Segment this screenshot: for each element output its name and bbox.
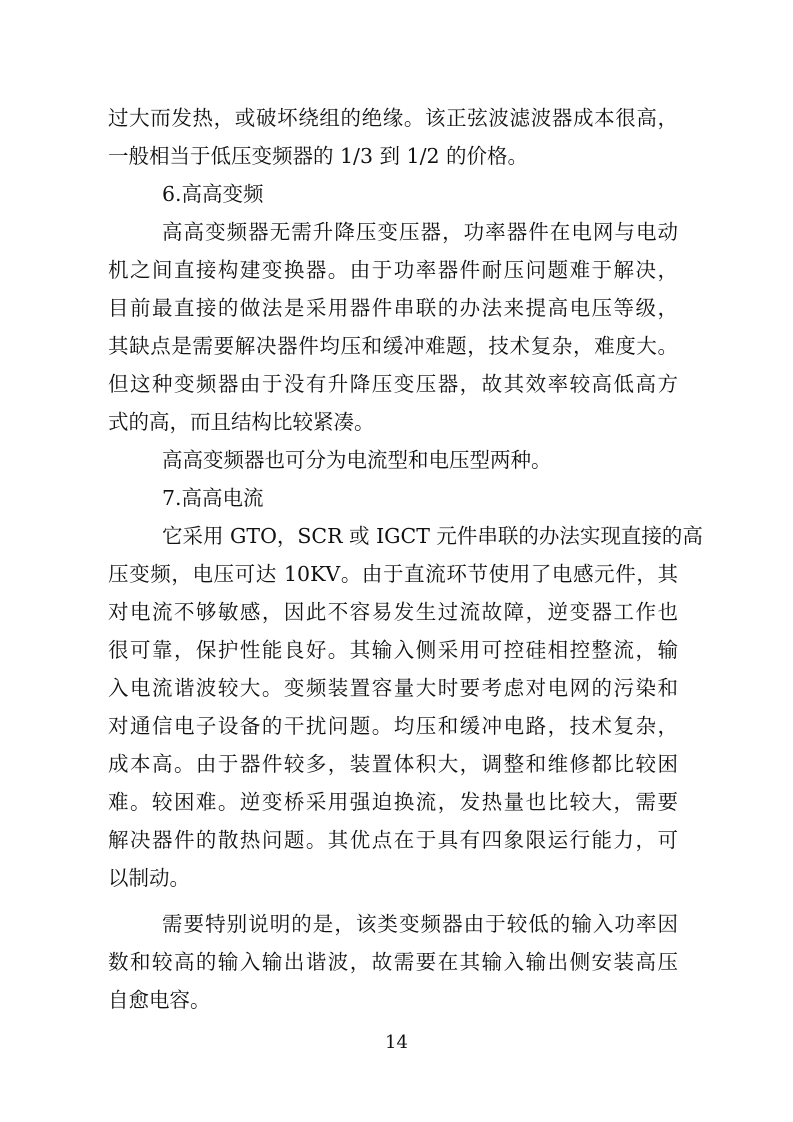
text-line: 高高变频器无需升降压变压器，功率器件在电网与电动 <box>162 220 678 244</box>
text-line: 很可靠，保护性能良好。其输入侧采用可控硅相控整流，输 <box>108 638 678 662</box>
section-heading: 7.高高电流 <box>162 486 264 510</box>
text-line: 一般相当于低压变频器的 1/3 到 1/2 的价格。 <box>108 144 529 168</box>
text-line: 难。较困难。逆变桥采用强迫换流，发热量也比较大，需要 <box>108 790 678 814</box>
text-line: 它采用 GTO，SCR 或 IGCT 元件串联的办法实现直接的高 <box>162 524 703 548</box>
text-line: 机之间直接构建变换器。由于功率器件耐压问题难于解决， <box>108 258 678 282</box>
text-line: 但这种变频器由于没有升降压变压器，故其效率较高低高方 <box>108 372 678 396</box>
text-line: 入电流谐波较大。变频装置容量大时要考虑对电网的污染和 <box>108 676 678 700</box>
text-line: 高高变频器也可分为电流型和电压型两种。 <box>162 448 552 472</box>
text-line: 目前最直接的做法是采用器件串联的办法来提高电压等级， <box>108 296 678 320</box>
text-line: 过大而发热，或破坏绕组的绝缘。该正弦波滤波器成本很高， <box>108 106 678 130</box>
text-line: 式的高，而且结构比较紧凑。 <box>108 410 375 434</box>
text-line: 数和较高的输入输出谐波，故需要在其输入输出侧安装高压 <box>108 950 678 974</box>
text-line: 成本高。由于器件较多，装置体积大，调整和维修都比较困 <box>108 752 678 776</box>
text-line: 解决器件的散热问题。其优点在于具有四象限运行能力，可 <box>108 828 678 852</box>
text-line: 压变频，电压可达 10KV。由于直流环节使用了电感元件，其 <box>108 562 678 586</box>
text-line: 其缺点是需要解决器件均压和缓冲难题，技术复杂，难度大。 <box>108 334 678 358</box>
text-line: 自愈电容。 <box>108 988 211 1012</box>
section-heading: 6.高高变频 <box>162 182 264 206</box>
page-number: 14 <box>385 1032 408 1053</box>
text-line: 以制动。 <box>108 866 190 890</box>
text-line: 对电流不够敏感，因此不容易发生过流故障，逆变器工作也 <box>108 600 678 624</box>
text-line: 需要特别说明的是，该类变频器由于较低的输入功率因 <box>162 912 678 936</box>
text-line: 对通信电子设备的干扰问题。均压和缓冲电路，技术复杂， <box>108 714 678 738</box>
